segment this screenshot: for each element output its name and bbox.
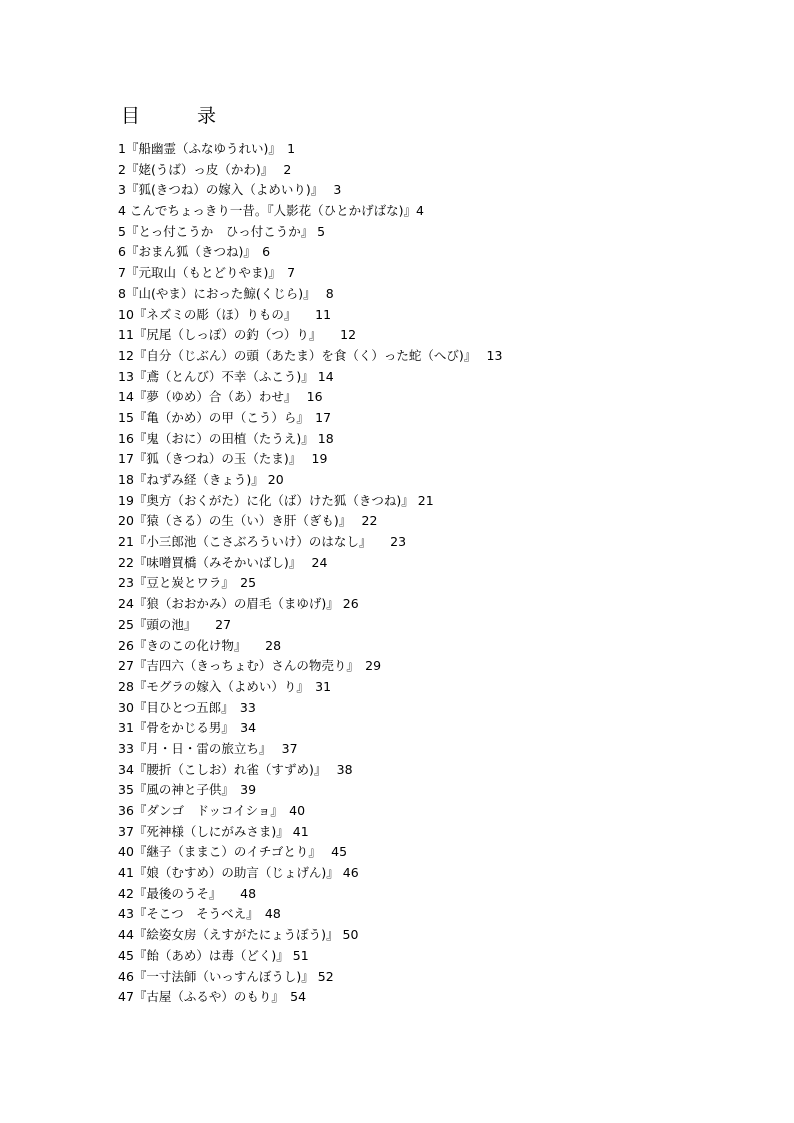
toc-entry: 37『死神様（しにがみさま)』 41 [118,823,309,839]
toc-entry: 40『継子（ままこ）のイチゴとり』 45 [118,844,348,860]
toc-entry: 1『船幽霊（ふなゆうれい)』 1 [118,141,296,156]
toc-entry: 46『一寸法師（いっすんぼうし)』 52 [118,968,334,984]
toc-entry: 8『山(やま）におった鯨(くじら)』 8 [118,285,334,301]
toc-entry: 44『絵姿女房（えすがたにょうぼう)』 50 [118,927,359,943]
toc-entry: 45『飴（あめ）は毒（どく)』 51 [118,947,309,963]
toc-entry: 4 こんでちょっきり一昔。『人影花（ひとかげばな)』4 [118,203,425,219]
toc-entry: 3『狐(きつね）の嫁入（よめいり)』 3 [118,182,342,198]
toc-entry: 34『腰折（こしお）れ雀（すずめ)』 38 [118,761,353,777]
toc-entry: 41『娘（むすめ）の助言（じょげん)』 46 [118,865,359,881]
toc-entry: 26『きのこの化け物』 28 [118,637,282,653]
toc-entry: 27『吉四六（きっちょむ）さんの物売り』 29 [118,658,382,674]
toc-entry: 30『目ひとつ五郎』 33 [118,699,256,715]
toc-entry: 31『骨をかじる男』 34 [118,720,257,736]
toc-entry: 5『とっ付こうか ひっ付こうか』 5 [118,223,326,239]
toc-entry: 16『鬼（おに）の田植（たうえ)』 18 [118,430,334,446]
toc-entry: 21『小三郎池（こさぶろういけ）のはなし』 23 [118,534,407,550]
page-title: 目 录 [121,105,217,127]
toc-entry: 35『風の神と子供』 39 [118,782,257,798]
toc-entry: 43『そこつ そうべえ』 48 [118,906,281,922]
toc-entry: 13『鳶（とんび）不幸（ふこう)』 14 [118,368,334,384]
toc-entry: 23『豆と炭とワラ』 25 [118,575,257,591]
toc-entry: 42『最後のうそ』 48 [118,885,257,901]
toc-entry: 14『夢（ゆめ）合（あ）わせ』 16 [118,389,323,405]
table-of-contents [118,139,502,1008]
toc-entry: 20『猿（さる）の生（い）き肝（ぎも)』 22 [118,513,378,529]
toc-entry: 25『頭の池』 27 [118,616,232,632]
toc-entry: 47『古屋（ふるや）のもり』 54 [118,989,307,1005]
toc-entry: 2『姥(うば）っ皮（かわ)』 2 [118,161,292,177]
toc-entry: 24『狼（おおかみ）の眉毛（まゆげ)』 26 [118,596,359,612]
toc-entry: 28『モグラの嫁入（よめい）り』 31 [118,678,332,694]
toc-entry: 33『月・日・雷の旅立ち』 37 [118,740,298,756]
toc-entry: 15『亀（かめ）の甲（こう）ら』 17 [118,409,332,425]
toc-entry: 10『ネズミの彫（ほ）りもの』 11 [118,306,332,322]
toc-entry: 18『ねずみ経（きょう)』 20 [118,472,284,487]
toc-entry: 7『元取山（もとどりやま)』 7 [118,265,296,281]
toc-entry: 22『味噌買橋（みそかいばし)』 24 [118,554,328,570]
toc-entry: 19『奥方（おくがた）に化（ば）けた狐（きつね)』 21 [118,492,434,508]
toc-entry: 36『ダンゴ ドッコイショ』 40 [118,803,306,818]
toc-entry: 11『尻尾（しっぽ）の釣（つ）り』 12 [118,327,357,343]
toc-entry: 6『おまん狐（きつね)』 6 [118,244,271,260]
toc-entry: 17『狐（きつね）の玉（たま)』 19 [118,451,328,467]
toc-entry: 12『自分（じぶん）の頭（あたま）を食（く）った蛇（へび)』 13 [118,347,503,363]
